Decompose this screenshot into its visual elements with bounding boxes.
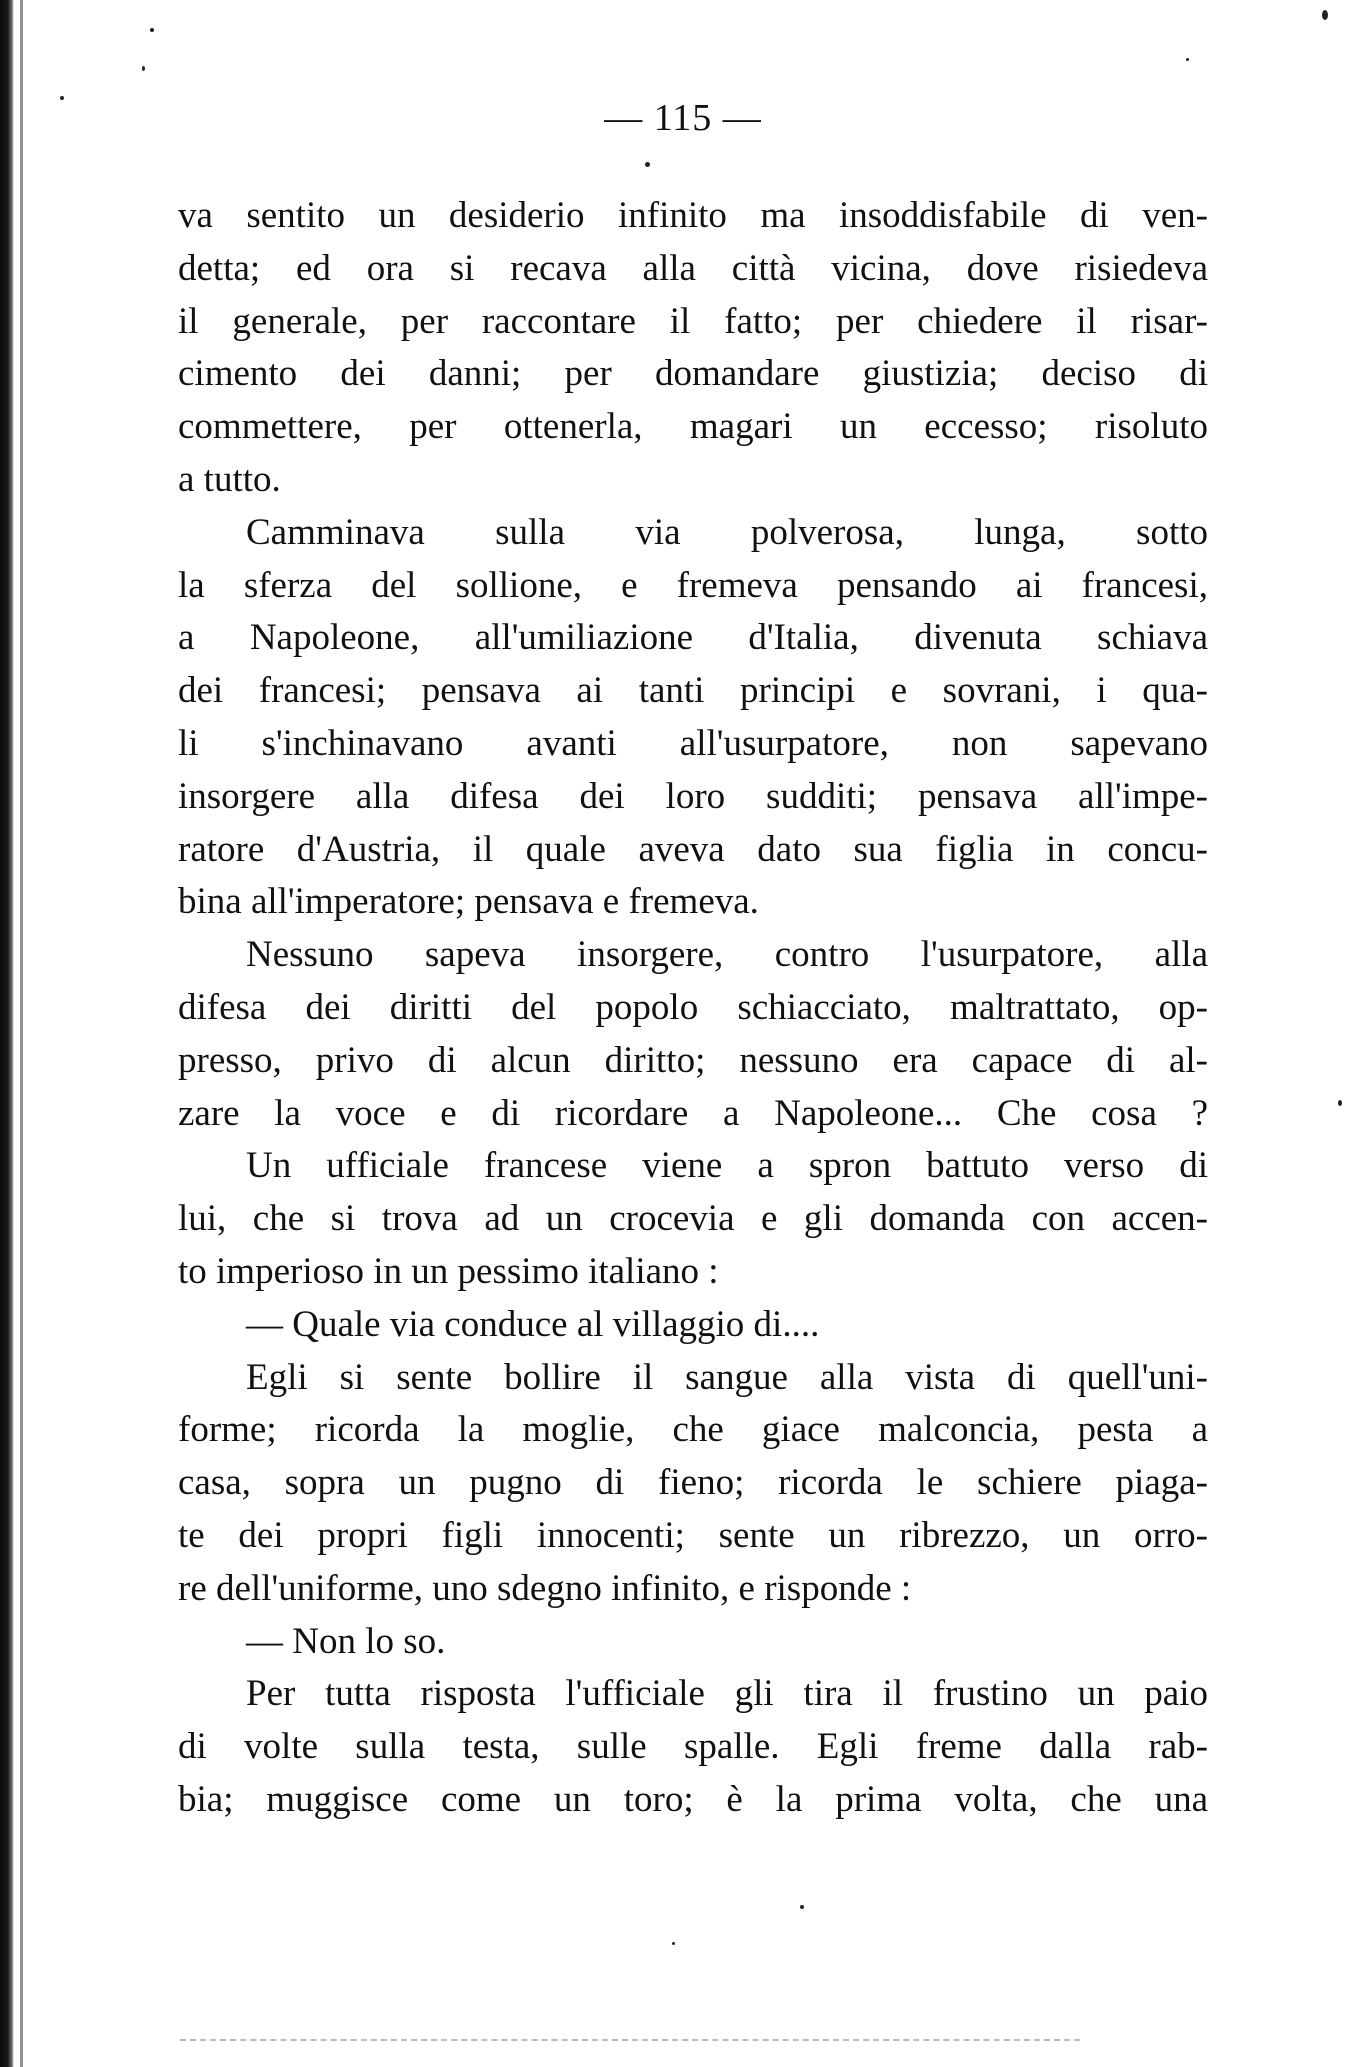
paragraph-start-line: Un ufficiale francese viene a spron battuto verso di (246, 1145, 1208, 1187)
text-line: lui, che si trova ad un crocevia e gli domanda con accen- (178, 1198, 1208, 1240)
text-line: difesa dei diritti del popolo schiacciato, maltrattato, op- (178, 986, 1208, 1028)
paragraph-start-line: Camminava sulla via polverosa, lunga, sotto (246, 511, 1208, 553)
page-binding-shadow (20, 0, 23, 2067)
text-line: li s'inchinavano avanti all'usurpatore, non sapevano (178, 722, 1208, 764)
paragraph-start-line: Per tutta risposta l'ufficiale gli tira il frustino un paio (246, 1673, 1208, 1715)
scan-speck (645, 162, 650, 167)
dialogue-line: — Quale via conduce al villaggio di.... (246, 1303, 820, 1345)
text-line: ratore d'Austria, il quale aveva dato sua figlia in concu- (178, 828, 1208, 870)
page-binding-edge (0, 0, 14, 2067)
text-line: zare la voce e di ricordare a Napoleone... Che cosa ? (178, 1092, 1208, 1134)
scan-speck (150, 28, 154, 32)
scan-speck (1322, 10, 1328, 20)
scan-speck (672, 1942, 675, 1945)
text-line: bina all'imperatore; pensava e fremeva. (178, 881, 759, 923)
text-line: la sferza del sollione, e fremeva pensando ai francesi, (178, 564, 1208, 606)
text-line: forme; ricorda la moglie, che giace malconcia, pesta a (178, 1409, 1208, 1451)
text-line: insorgere alla difesa dei loro sudditi; pensava all'impe- (178, 775, 1208, 817)
paragraph-start-line: Nessuno sapeva insorgere, contro l'usurpatore, alla (246, 934, 1208, 976)
text-line: re dell'uniforme, uno sdegno infinito, e risponde : (178, 1567, 912, 1609)
text-line: a Napoleone, all'umiliazione d'Italia, divenuta schiava (178, 617, 1208, 659)
scan-noise (180, 2039, 1080, 2045)
scan-speck (1186, 58, 1189, 61)
text-line: te dei propri figli innocenti; sente un ribrezzo, un orro- (178, 1514, 1208, 1556)
text-line: presso, privo di alcun diritto; nessuno era capace di al- (178, 1039, 1208, 1081)
text-line: cimento dei danni; per domandare giustizia; deciso di (178, 353, 1208, 395)
paragraph-start-line: Egli si sente bollire il sangue alla vista di quell'uni- (246, 1356, 1208, 1398)
text-line: bia; muggisce come un toro; è la prima volta, che una (178, 1778, 1208, 1820)
text-line: detta; ed ora si recava alla città vicina, dove risiedeva (178, 247, 1208, 289)
text-line: dei francesi; pensava ai tanti principi e sovrani, i qua- (178, 670, 1208, 712)
dialogue-line: — Non lo so. (246, 1620, 446, 1662)
text-line: to imperioso in un pessimo italiano : (178, 1250, 719, 1292)
body-text (178, 190, 1208, 1827)
text-line: casa, sopra un pugno di fieno; ricorda le schiere piaga- (178, 1462, 1208, 1504)
scan-speck (142, 66, 145, 71)
text-line: commettere, per ottenerla, magari un eccesso; risoluto (178, 406, 1208, 448)
text-line: di volte sulla testa, sulle spalle. Egli freme dalla rab- (178, 1726, 1208, 1768)
text-line: va sentito un desiderio infinito ma insoddisfabile di ven- (178, 195, 1208, 236)
text-line: il generale, per raccontare il fatto; per chiedere il risar- (178, 300, 1208, 342)
page-number: — 115 — (604, 97, 762, 139)
scan-speck (800, 1905, 804, 1909)
scan-speck (1338, 1100, 1342, 1106)
text-line: a tutto. (178, 458, 281, 500)
scan-speck (60, 96, 64, 100)
